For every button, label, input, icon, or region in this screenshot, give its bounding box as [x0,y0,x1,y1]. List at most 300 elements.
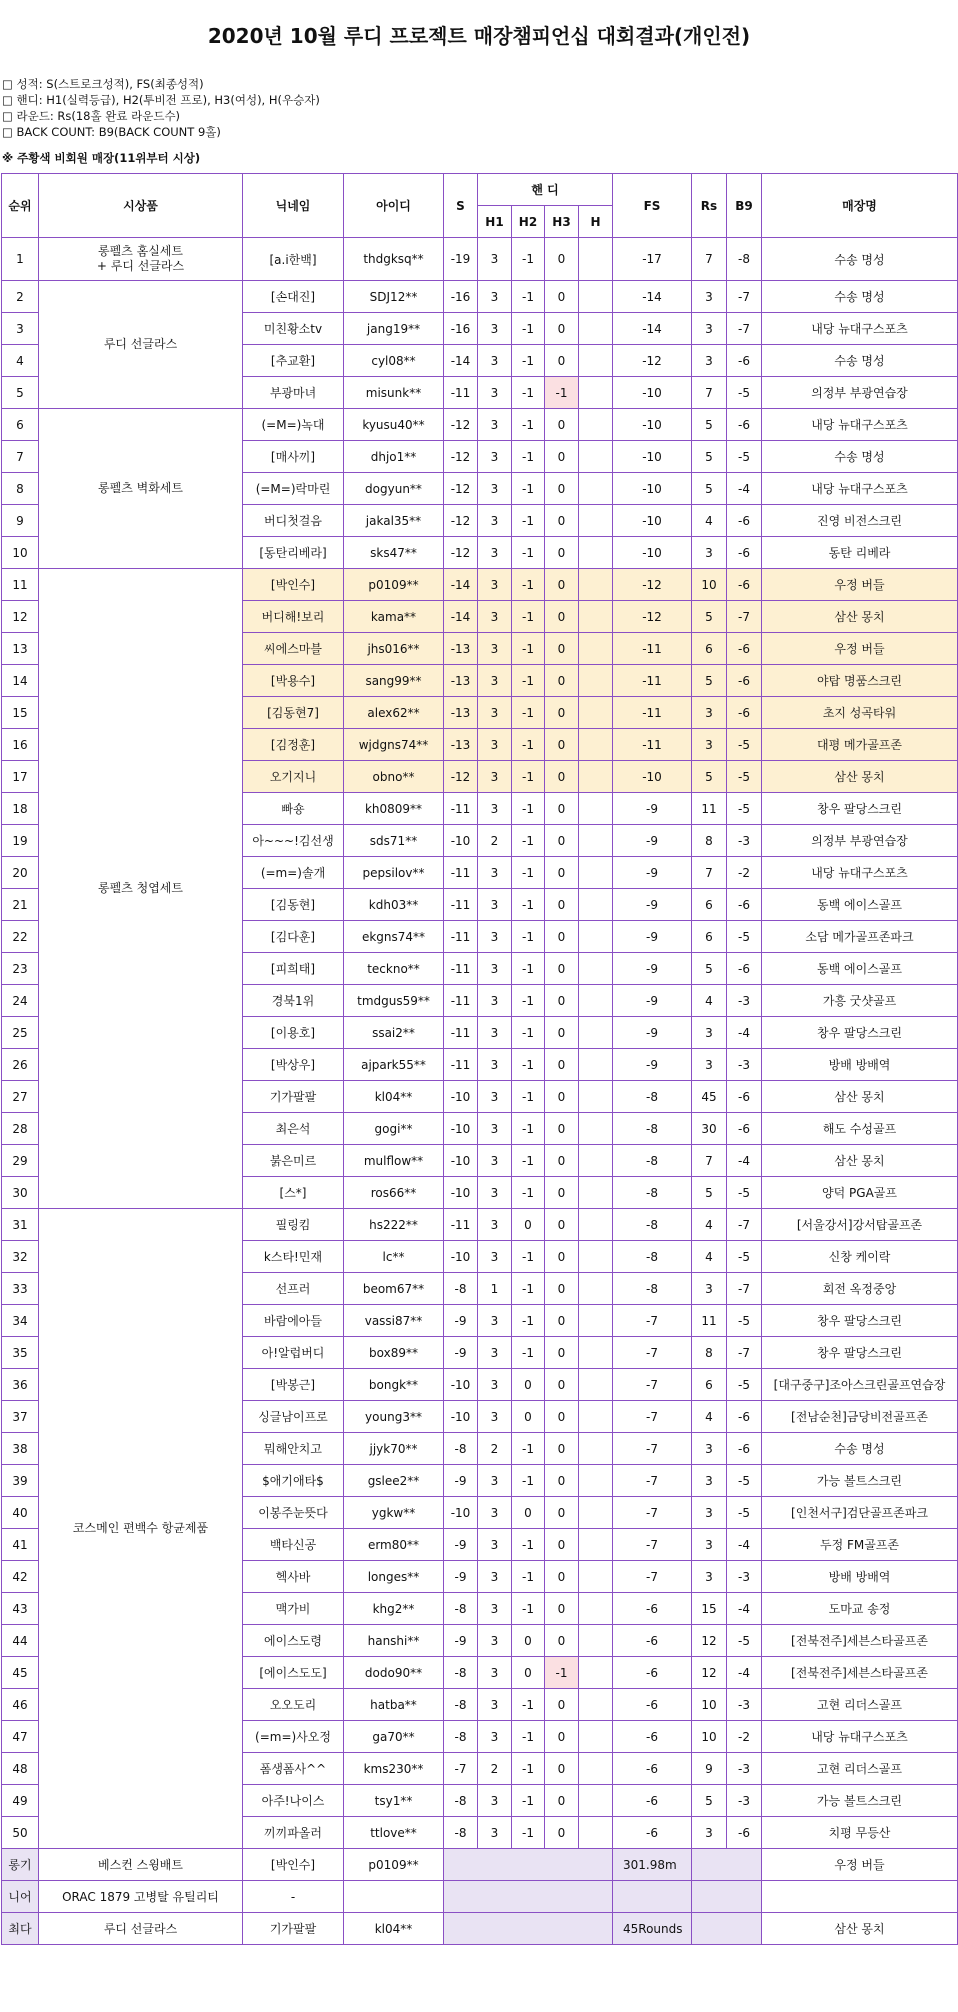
rs-cell: 15 [692,1593,727,1625]
rank-cell: 18 [2,793,39,825]
h3-cell: 0 [545,473,579,505]
h2-cell: -1 [512,1177,545,1209]
fs-cell: -10 [613,441,692,473]
fs-cell: -10 [613,377,692,409]
fs-cell: -9 [613,921,692,953]
legend-notes [0,76,958,166]
s-cell: -11 [444,377,478,409]
h1-cell: 3 [478,377,512,409]
fs-cell: -9 [613,857,692,889]
store-cell: [전북전주]세븐스타골프존 [762,1625,958,1657]
b9-cell: -6 [727,665,762,697]
nick-cell: [박인수] [243,569,344,601]
s-cell: -10 [444,1369,478,1401]
h-cell [579,377,613,409]
h3-cell: 0 [545,409,579,441]
fs-cell: -6 [613,1593,692,1625]
rs-cell: 3 [692,1433,727,1465]
store-cell: 삼산 몽치 [762,601,958,633]
h-cell [579,1561,613,1593]
h3-cell: 0 [545,1369,579,1401]
nick-cell: (=M=)녹대 [243,409,344,441]
h-cell [579,1113,613,1145]
fs-cell: -6 [613,1785,692,1817]
id-cell: tsy1** [344,1785,444,1817]
award-nick: - [243,1881,344,1913]
award-row [2,1913,958,1945]
s-cell: -11 [444,1049,478,1081]
h-cell [579,537,613,569]
id-cell: dodo90** [344,1657,444,1689]
h-cell [579,281,613,313]
s-cell: -13 [444,729,478,761]
nick-cell: $애기애타$ [243,1465,344,1497]
fs-cell: -7 [613,1497,692,1529]
store-cell: 수송 명성 [762,345,958,377]
id-cell: kl04** [344,1081,444,1113]
store-cell: [대구중구]조아스크린골프연습장 [762,1369,958,1401]
header-rs: Rs [692,174,727,238]
rs-cell: 5 [692,761,727,793]
nick-cell: [김동현7] [243,697,344,729]
h-cell [579,857,613,889]
rank-cell: 3 [2,313,39,345]
rank-cell: 14 [2,665,39,697]
s-cell: -8 [444,1657,478,1689]
store-cell: 고현 리더스골프 [762,1689,958,1721]
store-cell: 가능 볼트스크린 [762,1785,958,1817]
prize-cell: 롱펠츠 벽화세트 [39,409,243,569]
fs-cell: -7 [613,1529,692,1561]
nick-cell: [동탄리베라] [243,537,344,569]
rank-cell: 41 [2,1529,39,1561]
h2-cell: -1 [512,1145,545,1177]
h3-cell: 0 [545,1273,579,1305]
h-cell [579,505,613,537]
nick-cell: 경북1위 [243,985,344,1017]
rs-cell: 7 [692,857,727,889]
nick-cell: 씨에스마블 [243,633,344,665]
rank-cell: 12 [2,601,39,633]
h-cell [579,313,613,345]
rs-cell: 10 [692,569,727,601]
award-prize: 루디 선글라스 [39,1913,243,1945]
rank-cell: 47 [2,1721,39,1753]
award-row [2,1881,958,1913]
fs-cell: -17 [613,238,692,281]
h-cell [579,473,613,505]
b9-cell: -3 [727,1049,762,1081]
rank-cell: 33 [2,1273,39,1305]
id-cell: jang19** [344,313,444,345]
rs-cell: 7 [692,377,727,409]
store-cell: 우정 버들 [762,633,958,665]
h1-cell: 3 [478,313,512,345]
h2-cell: -1 [512,1561,545,1593]
h3-cell: 0 [545,1305,579,1337]
rank-cell: 37 [2,1401,39,1433]
award-blank [444,1849,613,1881]
nick-cell: k스타!민재 [243,1241,344,1273]
s-cell: -9 [444,1465,478,1497]
store-cell: 가능 볼트스크린 [762,1465,958,1497]
nick-cell: 이봉주눈뜻다 [243,1497,344,1529]
h1-cell: 3 [478,1625,512,1657]
nick-cell: [손대진] [243,281,344,313]
header-nickname: 닉네임 [243,174,344,238]
fs-cell: -9 [613,793,692,825]
rank-cell: 30 [2,1177,39,1209]
s-cell: -9 [444,1305,478,1337]
award-label: 롱기 [2,1849,39,1881]
h1-cell: 3 [478,1529,512,1561]
h3-cell: 0 [545,1145,579,1177]
s-cell: -13 [444,697,478,729]
nick-cell: 기가팔팔 [243,1081,344,1113]
b9-cell: -6 [727,569,762,601]
rank-cell: 6 [2,409,39,441]
h-cell [579,1081,613,1113]
h2-cell: -1 [512,665,545,697]
h3-cell: 0 [545,569,579,601]
h-cell [579,1241,613,1273]
h3-cell: 0 [545,1433,579,1465]
rs-cell: 12 [692,1625,727,1657]
store-cell: 의정부 부광연습장 [762,377,958,409]
h2-cell: 0 [512,1369,545,1401]
store-cell: 수송 명성 [762,1433,958,1465]
store-cell: 가흥 굿샷골프 [762,985,958,1017]
rs-cell: 8 [692,825,727,857]
rs-cell: 3 [692,1561,727,1593]
s-cell: -10 [444,825,478,857]
h2-cell: -1 [512,697,545,729]
h1-cell: 3 [478,1305,512,1337]
rs-cell: 3 [692,1817,727,1849]
award-blank [692,1881,762,1913]
b9-cell: -6 [727,1401,762,1433]
rs-cell: 11 [692,793,727,825]
store-cell: 창우 팔당스크린 [762,793,958,825]
fs-cell: -7 [613,1401,692,1433]
results-table [1,173,958,1945]
id-cell: beom67** [344,1273,444,1305]
store-cell: 진영 비전스크린 [762,505,958,537]
h1-cell: 3 [478,601,512,633]
h1-cell: 3 [478,1049,512,1081]
h2-cell: -1 [512,345,545,377]
table-row [2,569,958,601]
rs-cell: 3 [692,345,727,377]
h2-cell: -1 [512,729,545,761]
fs-cell: -8 [613,1113,692,1145]
h3-cell: 0 [545,1593,579,1625]
id-cell: ygkw** [344,1497,444,1529]
h-cell [579,1529,613,1561]
nick-cell: [매사끼] [243,441,344,473]
rank-cell: 20 [2,857,39,889]
id-cell: SDJ12** [344,281,444,313]
s-cell: -9 [444,1337,478,1369]
note-handicap: □ 핸디: H1(실력등급), H2(투비전 프로), H3(여성), H(우승자) [2,93,320,107]
nick-cell: 오기지니 [243,761,344,793]
store-cell: 수송 명성 [762,281,958,313]
h-cell [579,665,613,697]
award-record: 301.98m [613,1849,692,1881]
id-cell: wjdgns74** [344,729,444,761]
store-cell: 치평 무등산 [762,1817,958,1849]
rs-cell: 9 [692,1753,727,1785]
note-backcount: □ BACK COUNT: B9(BACK COUNT 9홀) [2,125,221,139]
rs-cell: 5 [692,409,727,441]
id-cell: obno** [344,761,444,793]
h2-cell: -1 [512,1017,545,1049]
id-cell: ros66** [344,1177,444,1209]
id-cell: ttlove** [344,1817,444,1849]
fs-cell: -11 [613,665,692,697]
rank-cell: 32 [2,1241,39,1273]
rs-cell: 4 [692,1209,727,1241]
rs-cell: 3 [692,313,727,345]
fs-cell: -9 [613,825,692,857]
nick-cell: 폼생폼사^^ [243,1753,344,1785]
s-cell: -8 [444,1689,478,1721]
h1-cell: 3 [478,1401,512,1433]
h-cell [579,238,613,281]
fs-cell: -10 [613,473,692,505]
s-cell: -10 [444,1177,478,1209]
rank-cell: 40 [2,1497,39,1529]
b9-cell: -7 [727,1273,762,1305]
s-cell: -12 [444,441,478,473]
id-cell: pepsilov** [344,857,444,889]
store-cell: 소담 메가골프존파크 [762,921,958,953]
b9-cell: -5 [727,729,762,761]
id-cell: longes** [344,1561,444,1593]
award-label: 최다 [2,1913,39,1945]
nick-cell: [스*] [243,1177,344,1209]
s-cell: -8 [444,1593,478,1625]
rank-cell: 35 [2,1337,39,1369]
b9-cell: -6 [727,889,762,921]
s-cell: -11 [444,1209,478,1241]
rank-cell: 43 [2,1593,39,1625]
fs-cell: -10 [613,537,692,569]
b9-cell: -4 [727,1529,762,1561]
nick-cell: 헥사바 [243,1561,344,1593]
h1-cell: 3 [478,1081,512,1113]
h3-cell: 0 [545,729,579,761]
nick-cell: [박봉근] [243,1369,344,1401]
h2-cell: -1 [512,409,545,441]
h3-cell: 0 [545,665,579,697]
h2-cell: -1 [512,1433,545,1465]
h1-cell: 3 [478,953,512,985]
h3-cell: 0 [545,1049,579,1081]
h-cell [579,441,613,473]
s-cell: -8 [444,1721,478,1753]
h-cell [579,1497,613,1529]
rs-cell: 8 [692,1337,727,1369]
award-store: 우정 버들 [762,1849,958,1881]
fs-cell: -6 [613,1625,692,1657]
store-cell: [서울강서]강서탑골프존 [762,1209,958,1241]
award-row [2,1849,958,1881]
h3-cell: 0 [545,1689,579,1721]
rank-cell: 27 [2,1081,39,1113]
h3-cell: 0 [545,1721,579,1753]
id-cell: kdh03** [344,889,444,921]
h-cell [579,1721,613,1753]
h1-cell: 2 [478,825,512,857]
h3-cell: 0 [545,1561,579,1593]
fs-cell: -10 [613,409,692,441]
h-cell [579,1209,613,1241]
h3-cell: 0 [545,441,579,473]
h1-cell: 3 [478,1497,512,1529]
store-cell: 대평 메가골프존 [762,729,958,761]
h3-cell: 0 [545,1497,579,1529]
s-cell: -11 [444,793,478,825]
fs-cell: -7 [613,1305,692,1337]
h1-cell: 3 [478,537,512,569]
award-record: 45Rounds [613,1913,692,1945]
fs-cell: -14 [613,281,692,313]
rank-cell: 25 [2,1017,39,1049]
rank-cell: 48 [2,1753,39,1785]
rs-cell: 3 [692,1465,727,1497]
h1-cell: 3 [478,441,512,473]
s-cell: -19 [444,238,478,281]
nick-cell: 버디첫걸음 [243,505,344,537]
prize-cell: 코스메인 편백수 항균제품 [39,1209,243,1849]
fs-cell: -8 [613,1241,692,1273]
id-cell: jjyk70** [344,1433,444,1465]
rs-cell: 5 [692,1785,727,1817]
rs-cell: 5 [692,441,727,473]
s-cell: -12 [444,505,478,537]
b9-cell: -3 [727,1561,762,1593]
b9-cell: -6 [727,1433,762,1465]
h2-cell: -1 [512,1337,545,1369]
h1-cell: 3 [478,1177,512,1209]
id-cell: gogi** [344,1113,444,1145]
s-cell: -7 [444,1753,478,1785]
h2-cell: -1 [512,793,545,825]
h2-cell: -1 [512,1593,545,1625]
h3-cell: 0 [545,697,579,729]
h2-cell: -1 [512,1689,545,1721]
b9-cell: -4 [727,473,762,505]
s-cell: -9 [444,1625,478,1657]
h1-cell: 3 [478,665,512,697]
b9-cell: -7 [727,281,762,313]
h3-cell: 0 [545,1241,579,1273]
h1-cell: 3 [478,1721,512,1753]
h-cell [579,1465,613,1497]
nick-cell: 미친황소tv [243,313,344,345]
h1-cell: 3 [478,1657,512,1689]
fs-cell: -8 [613,1273,692,1305]
rs-cell: 3 [692,1049,727,1081]
h2-cell: -1 [512,1721,545,1753]
store-cell: 방배 방배역 [762,1049,958,1081]
rank-cell: 8 [2,473,39,505]
id-cell: bongk** [344,1369,444,1401]
fs-cell: -14 [613,313,692,345]
nick-cell: 부광마녀 [243,377,344,409]
nick-cell: 붉은미르 [243,1145,344,1177]
header-h3: H3 [545,206,579,238]
id-cell: box89** [344,1337,444,1369]
h2-cell: -1 [512,889,545,921]
nick-cell: (=m=)사오정 [243,1721,344,1753]
h3-cell: 0 [545,1753,579,1785]
award-blank [444,1913,613,1945]
award-nick: [박인수] [243,1849,344,1881]
h1-cell: 3 [478,1209,512,1241]
store-cell: 내당 뉴대구스포츠 [762,409,958,441]
fs-cell: -12 [613,569,692,601]
h1-cell: 3 [478,1689,512,1721]
fs-cell: -10 [613,505,692,537]
store-cell: 방배 방배역 [762,1561,958,1593]
b9-cell: -4 [727,1017,762,1049]
s-cell: -10 [444,1145,478,1177]
b9-cell: -5 [727,377,762,409]
h1-cell: 3 [478,793,512,825]
h-cell [579,1049,613,1081]
s-cell: -12 [444,761,478,793]
nick-cell: 맥가비 [243,1593,344,1625]
h3-cell: 0 [545,345,579,377]
h-cell [579,633,613,665]
h-cell [579,985,613,1017]
h1-cell: 3 [478,633,512,665]
id-cell: jakal35** [344,505,444,537]
id-cell: ssai2** [344,1017,444,1049]
h-cell [579,729,613,761]
award-store [762,1881,958,1913]
b9-cell: -5 [727,761,762,793]
b9-cell: -8 [727,238,762,281]
h3-cell: 0 [545,313,579,345]
nick-cell: [김정훈] [243,729,344,761]
h1-cell: 3 [478,697,512,729]
id-cell: tmdgus59** [344,985,444,1017]
header-id: 아이디 [344,174,444,238]
id-cell: sds71** [344,825,444,857]
rank-cell: 26 [2,1049,39,1081]
h2-cell: -1 [512,1273,545,1305]
h1-cell: 3 [478,857,512,889]
rank-cell: 34 [2,1305,39,1337]
h-cell [579,793,613,825]
h1-cell: 3 [478,1369,512,1401]
h1-cell: 3 [478,1017,512,1049]
fs-cell: -8 [613,1177,692,1209]
store-cell: 삼산 몽치 [762,1145,958,1177]
s-cell: -10 [444,1241,478,1273]
nick-cell: 바람에아들 [243,1305,344,1337]
award-id: p0109** [344,1849,444,1881]
b9-cell: -7 [727,313,762,345]
h1-cell: 3 [478,345,512,377]
note-score: □ 성적: S(스트로크성적), FS(최종성적) [2,77,204,91]
h1-cell: 3 [478,1817,512,1849]
nick-cell: [에이스도도] [243,1657,344,1689]
h1-cell: 3 [478,1593,512,1625]
